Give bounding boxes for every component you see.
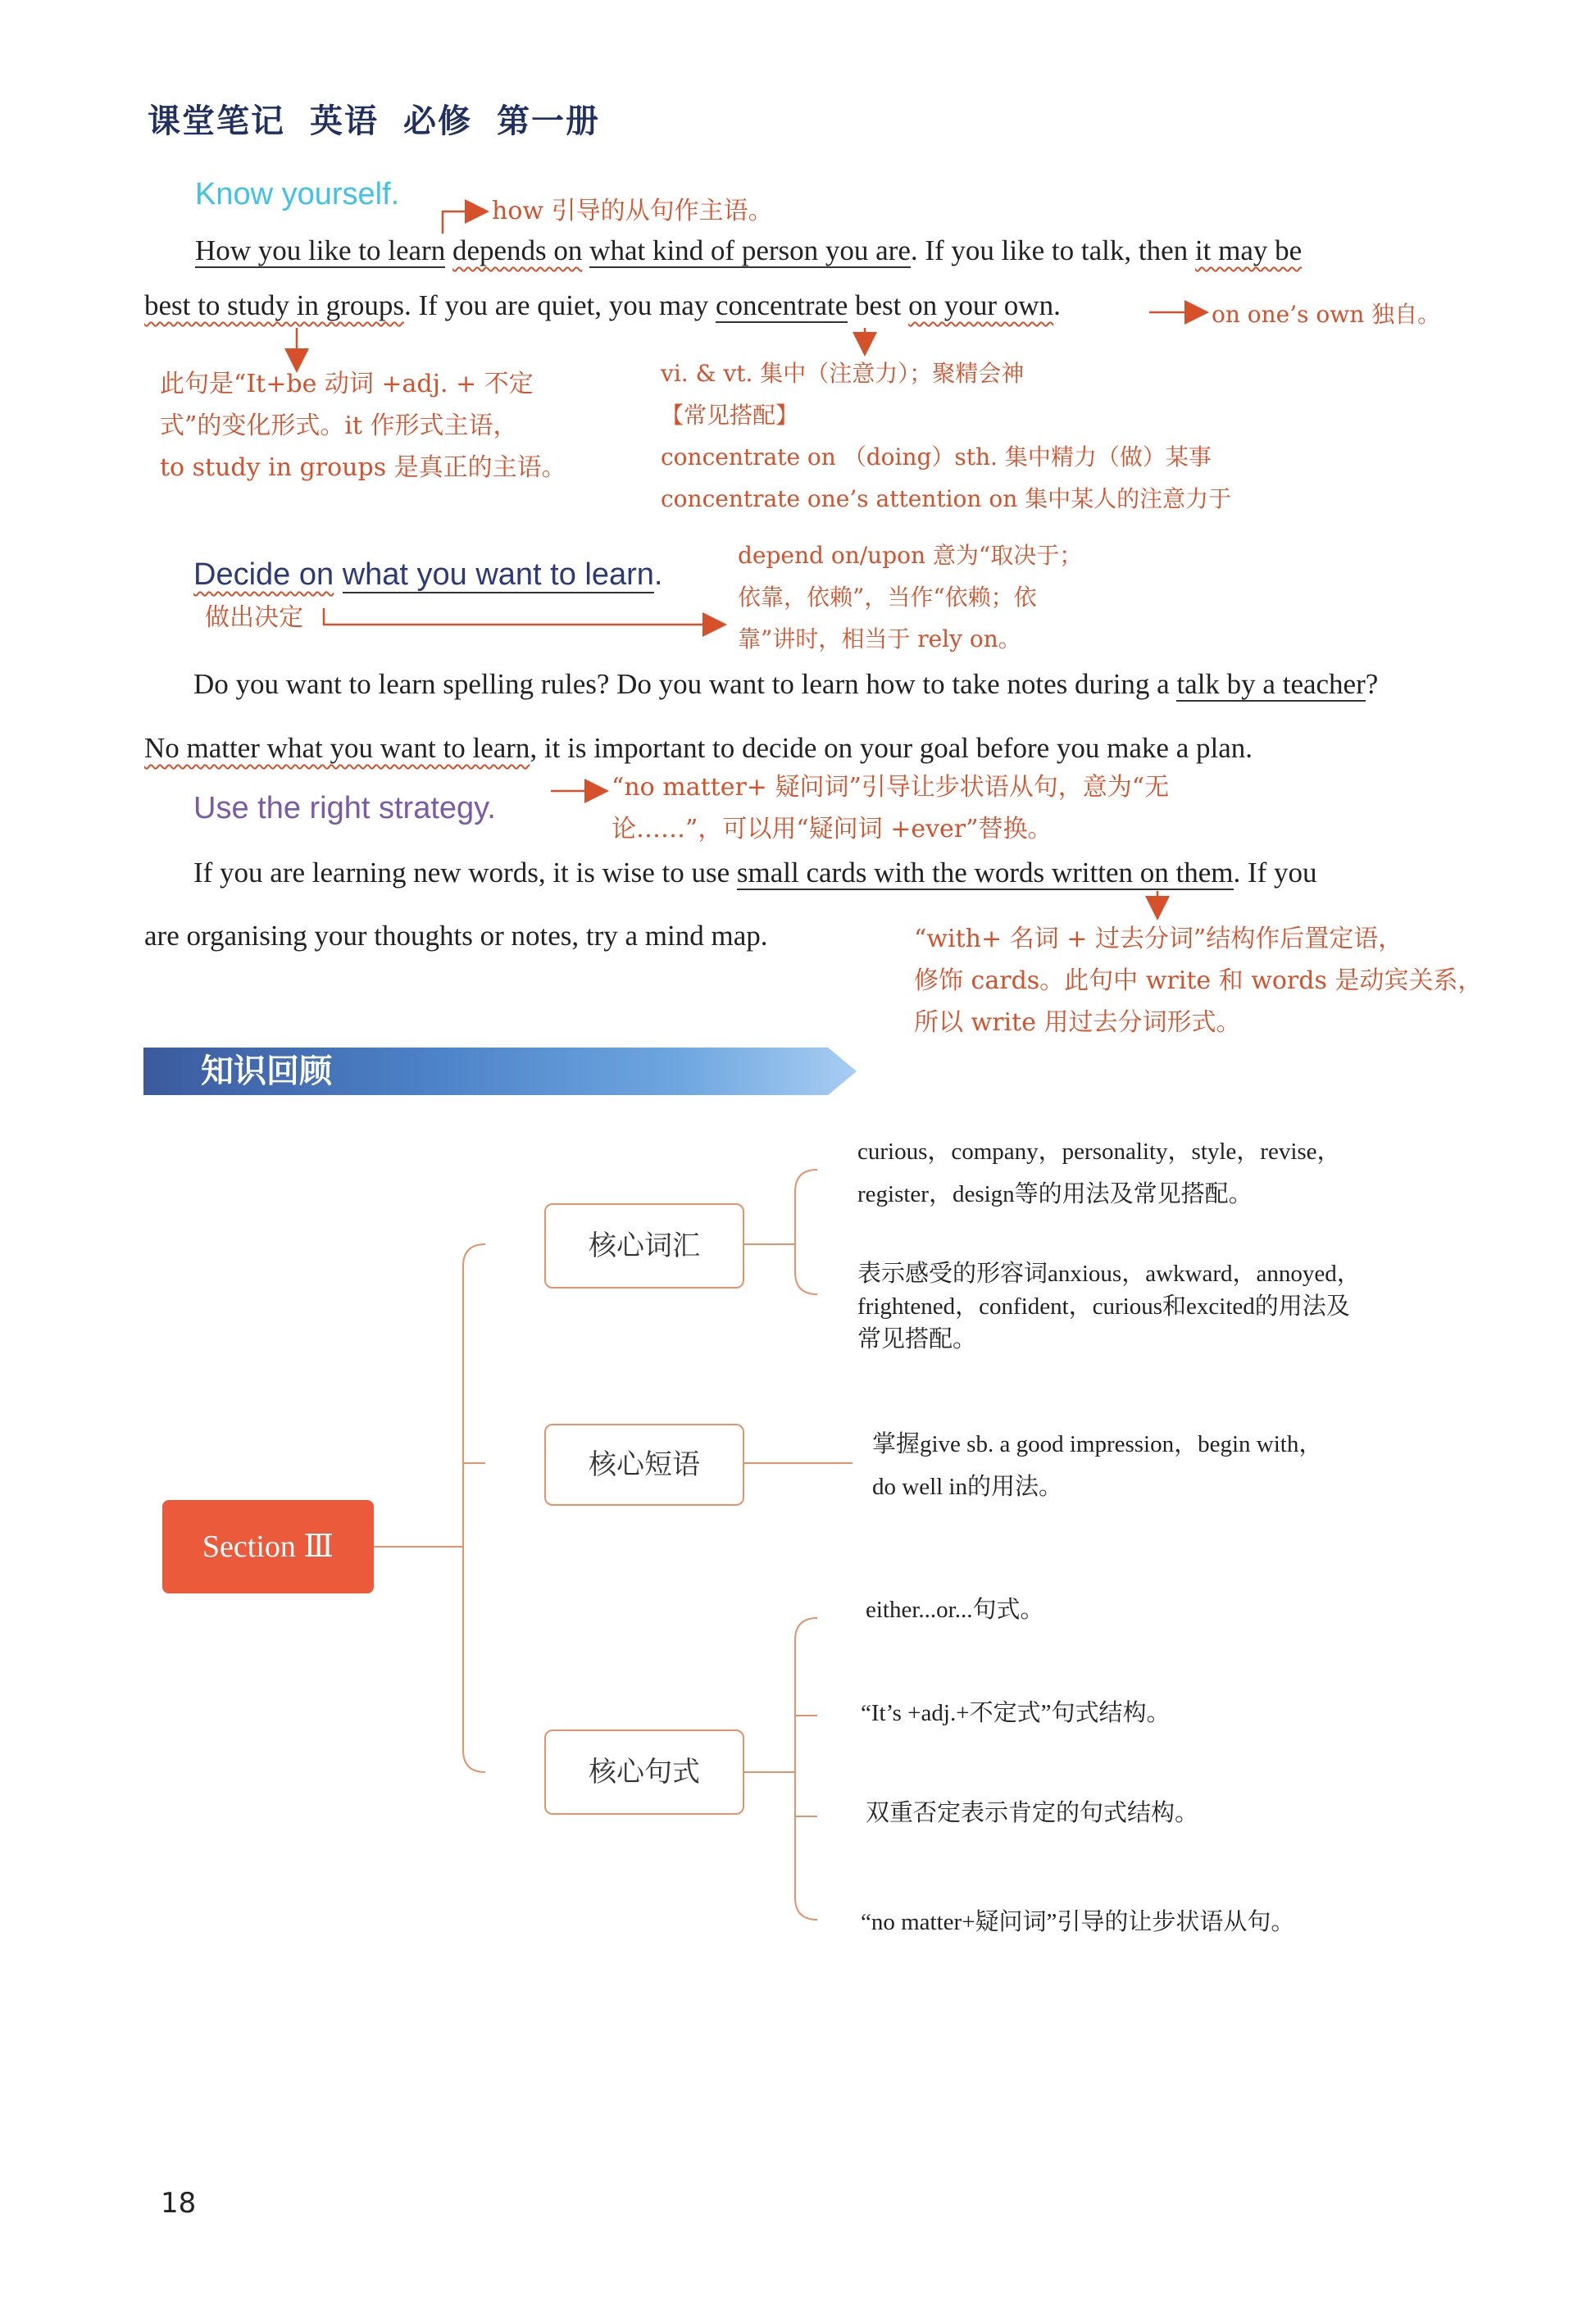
para2-line2: No matter what you want to learn, it is important to decide on your goal before you make a plan. bbox=[144, 732, 1253, 764]
para3-line1: If you are learning new words, it is wise to use small cards with the words written on them. If you bbox=[193, 857, 1317, 889]
u-small-cards: small cards with the words written on them bbox=[736, 857, 1234, 889]
note-on-ones-own: on one’s own 独自。 bbox=[1212, 301, 1441, 328]
note-depend-on: depend on/upon 意为“取决于； 依靠，依赖”，当作“依赖；依 靠”讲时，相当于 rely on。 bbox=[738, 542, 1083, 652]
heading-decide: Decide on what you want to learn. bbox=[193, 557, 663, 592]
node-sentences: 核心句式 bbox=[544, 1730, 744, 1815]
heading-know-yourself: Know yourself. bbox=[195, 177, 400, 211]
u-concentrate: concentrate bbox=[715, 289, 848, 321]
leaf-sentences-2: “It’s +adj.+不定式”句式结构。 bbox=[861, 1700, 1171, 1726]
u-decide-on: Decide on bbox=[193, 557, 334, 592]
leaf-sentences-1: either...or...句式。 bbox=[866, 1597, 1044, 1623]
leaf-phrases-1: 掌握give sb. a good impression，begin with， do well in的用法。 bbox=[872, 1431, 1323, 1500]
node-phrases: 核心短语 bbox=[544, 1424, 744, 1506]
leaf-vocab-1: curious，company，personality，style，revise， register，design等的用法及常见搭配。 bbox=[857, 1139, 1341, 1207]
para2-line1: Do you want to learn spelling rules? Do you want to learn how to take notes during a talk by a teacher? bbox=[193, 668, 1379, 700]
header-subject: 英语 bbox=[310, 102, 379, 140]
heading-strategy: Use the right strategy. bbox=[193, 791, 496, 825]
para3-line2: are organising your thoughts or notes, try a mind map. bbox=[144, 920, 768, 952]
para1-line2: best to study in groups. If you are quiet, you may concentrate best on your own. bbox=[144, 289, 1061, 321]
node-vocab: 核心词汇 bbox=[544, 1203, 744, 1289]
u-what-you-want: what you want to learn bbox=[342, 557, 654, 592]
u-it-may-be: it may be bbox=[1194, 234, 1303, 266]
leaf-sentences-3: 双重否定表示肯定的句式结构。 bbox=[866, 1800, 1199, 1826]
u-no-matter: No matter what you want to learn bbox=[144, 732, 530, 764]
u-on-your-own: on your own bbox=[908, 289, 1054, 321]
header-book: 课堂笔记 bbox=[148, 102, 285, 140]
u-talk-by-teacher: talk by a teacher bbox=[1176, 668, 1366, 700]
header-level: 必修 bbox=[403, 102, 472, 140]
mindmap-root: Section Ⅲ bbox=[162, 1500, 374, 1593]
u-depends-on: depends on bbox=[452, 234, 583, 266]
leaf-sentences-4: “no matter+疑问词”引导的让步状语从句。 bbox=[861, 1909, 1295, 1935]
para1-line1: How you like to learn depends on what kind of person you are. If you like to talk, then it may be bbox=[195, 234, 1303, 266]
note-concentrate: vi. & vt. 集中（注意力）；聚精会神 【常见搭配】 concentrate on （doing）sth. 集中精力（做）某事 concentrate one’s attention on 集中某人的注意力于 bbox=[661, 360, 1232, 512]
page-number: 18 bbox=[161, 2187, 197, 2220]
review-banner-label: 知识回顾 bbox=[201, 1052, 332, 1090]
note-decide-on: 做出决定 bbox=[205, 603, 303, 632]
header-volume: 第一册 bbox=[497, 102, 600, 140]
note-with-structure: “with+ 名词 + 过去分词”结构作后置定语， 修饰 cards。此句中 write 和 words 是动宾关系， 所以 write 用过去分词形式。 bbox=[914, 925, 1483, 1037]
note-it-be: 此句是“It+be 动词 +adj. + 不定 式”的变化形式。it 作形式主语， to study in groups 是真正的主语。 bbox=[160, 370, 566, 482]
u-best-to-study: best to study in groups bbox=[144, 289, 404, 321]
leaf-vocab-2: 表示感受的形容词anxious，awkward，annoyed， frightened，confident，curious和excited的用法及 常见搭配。 bbox=[857, 1261, 1361, 1352]
note-how-clause: how 引导的从句作主语。 bbox=[492, 197, 773, 225]
note-no-matter: “no matter+ 疑问词”引导让步状语从句，意为“无 论……”，可以用“疑问词 +ever”替换。 bbox=[612, 773, 1170, 843]
u-what-kind: what kind of person you are bbox=[589, 234, 911, 266]
u-how-you-like: How you like to learn bbox=[195, 234, 446, 266]
